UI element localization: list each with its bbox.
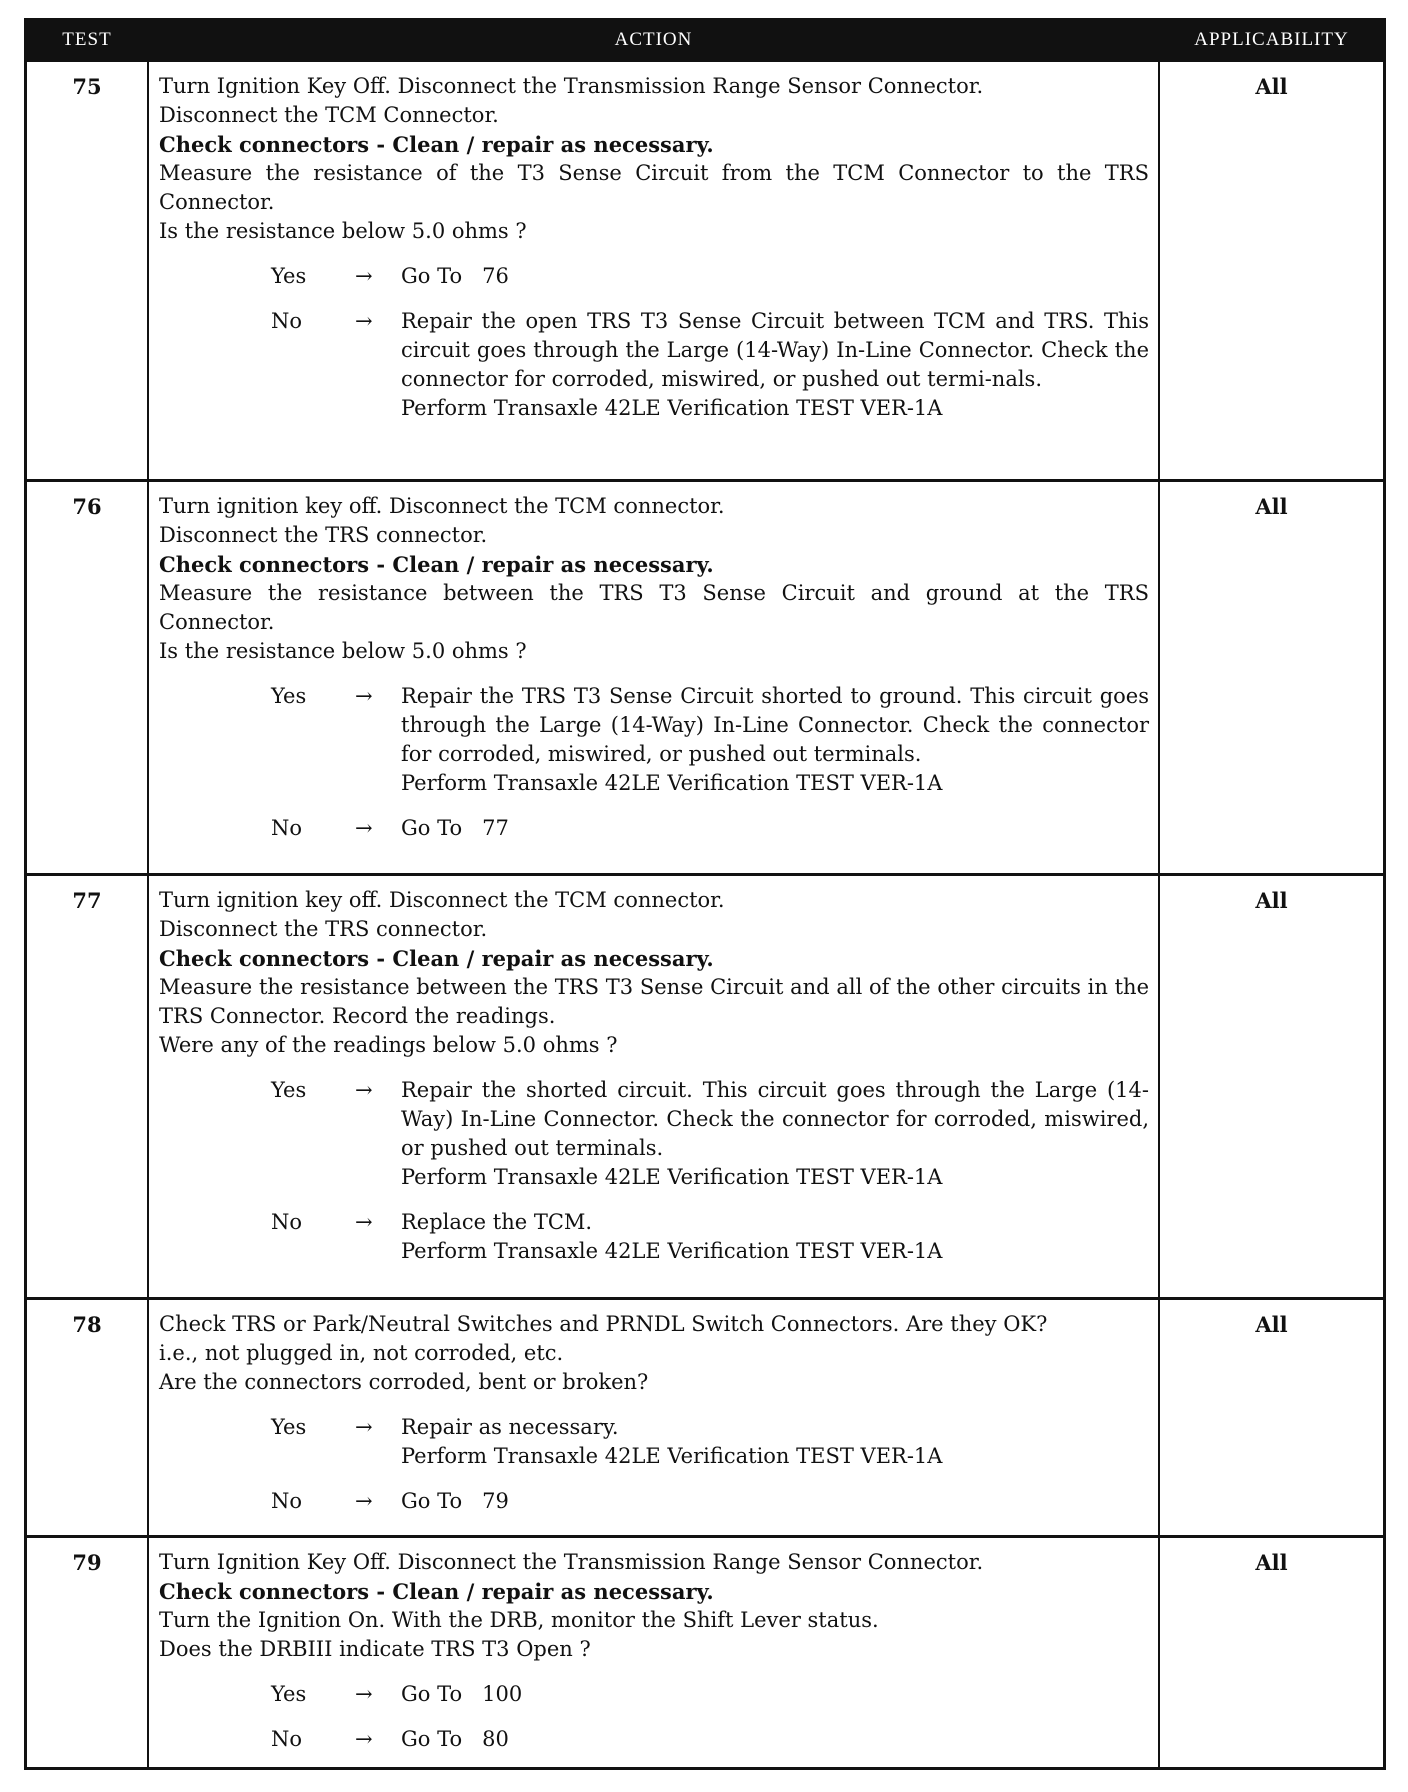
- yes-branch: [159, 1413, 1149, 1471]
- yes-label: Yes: [271, 1415, 307, 1439]
- action-question: Are the connectors corroded, bent or broken?: [159, 1370, 649, 1394]
- no-result: Perform Transaxle 42LE Verification TEST VER-1A: [401, 396, 943, 420]
- table-row: [27, 873, 1383, 1297]
- no-result: Repair the open TRS T3 Sense Circuit between TCM and TRS. This circuit goes through the Large (14-Way) In-Line Connector. Check the connector for corroded, miswired, or pushed out termi-nals.: [401, 309, 1149, 391]
- arrow-icon: →: [355, 1682, 373, 1706]
- action-question: Is the resistance below 5.0 ohms ?: [159, 219, 527, 243]
- no-result: Perform Transaxle 42LE Verification TEST VER-1A: [401, 1239, 943, 1263]
- action-line: Turn ignition key off. Disconnect the TCM connector.: [159, 888, 725, 912]
- diagnostic-table: [24, 18, 1386, 1770]
- action-line: Disconnect the TCM Connector.: [159, 103, 499, 127]
- table-row: [27, 1535, 1383, 1767]
- test-number: 76: [72, 494, 102, 519]
- yes-label: Yes: [271, 264, 307, 288]
- arrow-icon: →: [355, 1415, 373, 1439]
- yes-label: Yes: [271, 1682, 307, 1706]
- yes-branch: [159, 1680, 1149, 1709]
- table-row: [27, 59, 1383, 479]
- applicability-cell: All: [1255, 888, 1288, 913]
- action-line-bold: Check connectors - Clean / repair as necessary.: [159, 132, 714, 157]
- no-label: No: [271, 309, 303, 333]
- no-branch: [159, 1208, 1149, 1266]
- action-question: Were any of the readings below 5.0 ohms ?: [159, 1033, 618, 1057]
- action-cell: [159, 886, 1149, 1266]
- yes-result: Repair as necessary.: [401, 1415, 619, 1439]
- arrow-icon: →: [355, 264, 373, 288]
- action-line-bold: Check connectors - Clean / repair as necessary.: [159, 552, 714, 577]
- no-branch: [159, 814, 1149, 843]
- table-row: [27, 1297, 1383, 1535]
- arrow-icon: →: [355, 1727, 373, 1751]
- arrow-icon: →: [355, 684, 373, 708]
- header-test: TEST: [62, 29, 112, 50]
- applicability-cell: All: [1255, 1312, 1288, 1337]
- test-number: 77: [72, 888, 102, 913]
- table-header: [27, 21, 1383, 59]
- action-question: Is the resistance below 5.0 ohms ?: [159, 639, 527, 663]
- applicability-cell: All: [1255, 1550, 1288, 1575]
- action-line: Turn the Ignition On. With the DRB, monitor the Shift Lever status.: [159, 1608, 879, 1632]
- action-line: i.e., not plugged in, not corroded, etc.: [159, 1341, 564, 1365]
- no-label: No: [271, 816, 303, 840]
- yes-label: Yes: [271, 1078, 307, 1102]
- yes-result: Perform Transaxle 42LE Verification TEST VER-1A: [401, 1444, 943, 1468]
- no-label: No: [271, 1210, 303, 1234]
- applicability-cell: All: [1255, 74, 1288, 99]
- no-label: No: [271, 1489, 303, 1513]
- test-number: 79: [72, 1550, 102, 1575]
- action-line: Disconnect the TRS connector.: [159, 917, 488, 941]
- action-cell: [159, 492, 1149, 843]
- action-line: Measure the resistance between the TRS T3 Sense Circuit and ground at the TRS Connector.: [159, 581, 1149, 634]
- no-result: Replace the TCM.: [401, 1210, 593, 1234]
- yes-result: Perform Transaxle 42LE Verification TEST VER-1A: [401, 771, 943, 795]
- arrow-icon: →: [355, 309, 373, 333]
- action-line-bold: Check connectors - Clean / repair as necessary.: [159, 946, 714, 971]
- action-cell: [159, 72, 1149, 423]
- yes-result: Repair the shorted circuit. This circuit goes through the Large (14-Way) In-Line Connector. Check the connector for corroded, miswired, or pushed out terminals.: [401, 1078, 1149, 1160]
- applicability-cell: All: [1255, 494, 1288, 519]
- arrow-icon: →: [355, 1489, 373, 1513]
- action-cell: [159, 1310, 1149, 1516]
- yes-branch: [159, 262, 1149, 291]
- yes-branch: [159, 682, 1149, 798]
- action-line-bold: Check connectors - Clean / repair as necessary.: [159, 1579, 714, 1604]
- yes-result: Go To 100: [401, 1682, 523, 1706]
- action-line: Check TRS or Park/Neutral Switches and PRNDL Switch Connectors. Are they OK?: [159, 1312, 1048, 1336]
- action-line: Turn Ignition Key Off. Disconnect the Transmission Range Sensor Connector.: [159, 1550, 984, 1574]
- arrow-icon: →: [355, 1210, 373, 1234]
- action-line: Turn Ignition Key Off. Disconnect the Transmission Range Sensor Connector.: [159, 74, 984, 98]
- no-branch: [159, 1725, 1149, 1754]
- arrow-icon: →: [355, 816, 373, 840]
- table-row: [27, 479, 1383, 873]
- test-number: 75: [72, 74, 102, 99]
- no-result: Go To 79: [401, 1489, 509, 1513]
- action-cell: [159, 1548, 1149, 1754]
- yes-result: Perform Transaxle 42LE Verification TEST VER-1A: [401, 1165, 943, 1189]
- yes-branch: [159, 1076, 1149, 1192]
- no-result: Go To 80: [401, 1727, 509, 1751]
- action-line: Turn ignition key off. Disconnect the TCM connector.: [159, 494, 725, 518]
- header-applicability: APPLICABILITY: [1194, 29, 1349, 50]
- no-label: No: [271, 1727, 303, 1751]
- yes-label: Yes: [271, 684, 307, 708]
- no-result: Go To 77: [401, 816, 509, 840]
- action-question: Does the DRBIII indicate TRS T3 Open ?: [159, 1637, 591, 1661]
- action-line: Measure the resistance of the T3 Sense Circuit from the TCM Connector to the TRS Connector.: [159, 161, 1149, 214]
- action-line: Measure the resistance between the TRS T3 Sense Circuit and all of the other circuits in the TRS Connector. Record the readings.: [159, 975, 1149, 1028]
- no-branch: [159, 307, 1149, 423]
- header-action: ACTION: [614, 29, 693, 50]
- no-branch: [159, 1487, 1149, 1516]
- yes-result: Repair the TRS T3 Sense Circuit shorted to ground. This circuit goes through the Large (14-Way) In-Line Connector. Check the connector for corroded, miswired, or pushed out terminals.: [401, 684, 1149, 766]
- arrow-icon: →: [355, 1078, 373, 1102]
- test-number: 78: [72, 1312, 102, 1337]
- yes-result: Go To 76: [401, 264, 509, 288]
- action-line: Disconnect the TRS connector.: [159, 523, 488, 547]
